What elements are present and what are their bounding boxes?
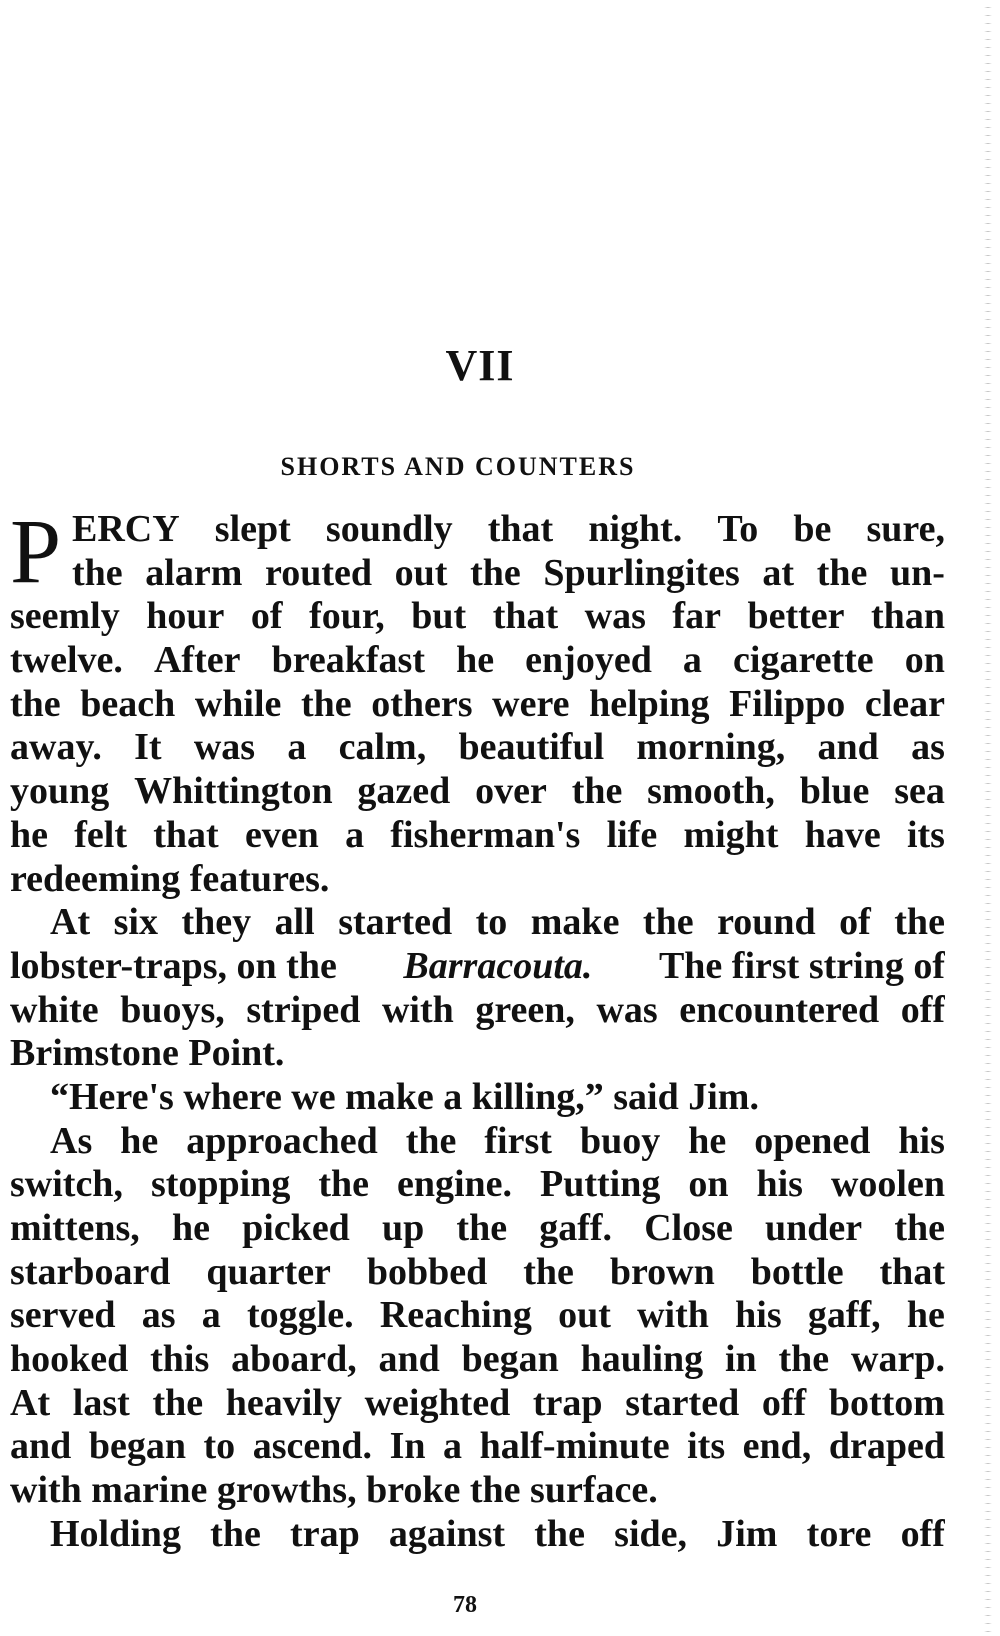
- page-number: 78: [453, 1592, 477, 1618]
- text-line: with marine growths, broke the surface.: [10, 1469, 658, 1512]
- chapter-number: VII: [445, 341, 515, 390]
- word: un-: [889, 551, 945, 594]
- word: on: [688, 1163, 729, 1206]
- word: fisherman's: [390, 813, 581, 856]
- word: began: [88, 1425, 186, 1468]
- word: morning,: [636, 726, 786, 769]
- word: At: [50, 901, 91, 944]
- text-line: [10, 1207, 945, 1251]
- word: the: [10, 682, 61, 725]
- word: young: [10, 770, 110, 813]
- word: mittens,: [10, 1207, 140, 1249]
- word: routed: [265, 551, 372, 594]
- word: last: [72, 1381, 130, 1424]
- word: others: [371, 682, 473, 725]
- word: twelve.: [10, 639, 123, 682]
- word: he: [120, 1119, 159, 1162]
- word: the: [301, 682, 352, 725]
- word: felt: [74, 813, 127, 856]
- word: as: [141, 1294, 176, 1337]
- word: the: [405, 1119, 457, 1162]
- word: out: [558, 1294, 611, 1337]
- word: beautiful: [458, 726, 605, 769]
- word: To: [717, 508, 759, 550]
- word: to: [475, 901, 508, 944]
- word: be: [793, 508, 832, 550]
- word: green,: [475, 988, 575, 1031]
- text-line: [10, 945, 945, 989]
- word: on: [904, 639, 945, 682]
- word: end,: [742, 1425, 812, 1468]
- boat-name: Barracouta.: [403, 944, 593, 987]
- body-text: [10, 508, 945, 1557]
- word: the: [318, 1163, 369, 1206]
- word: hauling: [580, 1338, 704, 1381]
- text-line: [10, 1425, 945, 1469]
- word: encountered: [679, 988, 880, 1031]
- word: the: [210, 1512, 261, 1555]
- text-line: [10, 508, 945, 552]
- word: a: [201, 1294, 221, 1337]
- word: breakfast: [271, 639, 425, 682]
- word: stopping: [150, 1163, 291, 1206]
- word: the: [894, 901, 945, 944]
- word: side,: [614, 1512, 688, 1555]
- text-line: [10, 1294, 945, 1338]
- word: this: [150, 1338, 210, 1381]
- word: opened: [754, 1119, 871, 1162]
- word: clear: [864, 682, 945, 725]
- word: weighted: [364, 1381, 511, 1424]
- word: off: [761, 1381, 807, 1424]
- word: helping: [589, 682, 710, 725]
- word: and: [378, 1338, 440, 1381]
- word: the: [152, 1381, 204, 1424]
- word: tore: [806, 1512, 872, 1555]
- word: Whittington: [134, 770, 333, 813]
- word: Close: [644, 1207, 733, 1249]
- word: the: [778, 1338, 830, 1381]
- word: his: [735, 1294, 782, 1337]
- word: with: [637, 1294, 709, 1337]
- word: started: [338, 901, 453, 944]
- word: a: [345, 813, 365, 856]
- text-line: Brimstone Point.: [10, 1032, 285, 1075]
- word: better: [747, 595, 845, 638]
- text-line: [10, 770, 945, 814]
- word: aboard,: [231, 1338, 357, 1381]
- word: approached: [186, 1119, 378, 1162]
- text-line: [10, 989, 945, 1033]
- word: over: [475, 770, 547, 813]
- word: but: [411, 595, 467, 638]
- word: have: [804, 813, 881, 856]
- word: buoys,: [120, 988, 225, 1031]
- word: calm,: [338, 726, 427, 769]
- word: all: [274, 901, 315, 944]
- word: alarm: [145, 551, 243, 594]
- text-line: [10, 1338, 945, 1382]
- word: off: [900, 1512, 945, 1555]
- text-line: [10, 639, 945, 683]
- word: gazed: [357, 770, 451, 813]
- word: switch,: [10, 1163, 123, 1206]
- word: Filippo: [729, 682, 846, 725]
- word: trap: [290, 1512, 360, 1555]
- word: they: [181, 901, 252, 944]
- word: might: [683, 813, 779, 856]
- text-line: “Here's where we make a killing,” said Jim.: [50, 1075, 759, 1118]
- word: a: [287, 726, 307, 769]
- word: the: [894, 1207, 945, 1249]
- word: that: [487, 508, 554, 550]
- word: he: [171, 1207, 210, 1249]
- word: was: [193, 726, 256, 769]
- word: At: [10, 1381, 51, 1424]
- word: brown: [609, 1250, 715, 1293]
- word: hooked: [10, 1338, 129, 1381]
- text-line: [10, 814, 945, 858]
- word: the: [816, 551, 868, 594]
- word: gaff.: [539, 1207, 613, 1249]
- word: the: [470, 551, 521, 594]
- word: half-minute: [479, 1425, 670, 1468]
- word: After: [153, 639, 241, 682]
- text-line: [10, 726, 945, 770]
- word: he: [906, 1294, 945, 1337]
- word: out: [394, 551, 448, 594]
- word: his: [756, 1163, 803, 1206]
- word: enjoyed: [525, 639, 652, 682]
- word: a: [682, 639, 702, 682]
- word: hour: [146, 595, 225, 638]
- word: started: [625, 1381, 740, 1424]
- word: ascend.: [252, 1425, 373, 1468]
- word: were: [492, 682, 570, 725]
- word: smooth,: [647, 770, 775, 813]
- word: blue: [799, 770, 870, 813]
- word: the: [571, 770, 623, 813]
- word: It: [134, 726, 162, 769]
- text-line: [10, 1251, 945, 1295]
- word: quarter: [206, 1250, 331, 1293]
- word: bobbed: [366, 1250, 488, 1293]
- word: white: [10, 988, 99, 1031]
- word: gaff,: [807, 1294, 881, 1337]
- word: while: [194, 682, 282, 725]
- word: its: [687, 1425, 726, 1468]
- text-line: [10, 1163, 945, 1207]
- word: make: [530, 901, 620, 944]
- word: that: [153, 813, 219, 856]
- word: round: [717, 901, 816, 944]
- word: In: [389, 1425, 426, 1468]
- word: engine.: [396, 1163, 513, 1206]
- word: a: [443, 1425, 463, 1468]
- word: first: [484, 1119, 552, 1162]
- word: even: [244, 813, 319, 856]
- word: of: [839, 901, 871, 944]
- word: his: [898, 1119, 945, 1162]
- word: buoy: [579, 1119, 661, 1162]
- text-line: [10, 1513, 945, 1557]
- word: he: [10, 813, 48, 856]
- word: Reaching: [379, 1294, 532, 1337]
- word: toggle.: [247, 1294, 354, 1337]
- word: with: [381, 988, 454, 1031]
- word: draped: [828, 1425, 945, 1468]
- word: bottom: [828, 1381, 945, 1424]
- word: and: [817, 726, 879, 769]
- word: Spurlingites: [543, 551, 740, 594]
- word: soundly: [325, 508, 453, 550]
- word: than: [871, 595, 945, 638]
- word: served: [10, 1294, 116, 1337]
- word: was: [584, 595, 646, 638]
- scan-edge-artifact: [976, 0, 1000, 1636]
- word: Jim: [716, 1512, 778, 1555]
- word: away.: [10, 726, 102, 769]
- word: seemly: [10, 595, 120, 638]
- word: starboard: [10, 1250, 171, 1293]
- word: as: [911, 726, 945, 769]
- word: beach: [80, 682, 176, 725]
- word: night.: [588, 508, 683, 550]
- text-line: [10, 552, 945, 596]
- word: cigarette: [733, 639, 874, 682]
- word: against: [388, 1512, 506, 1555]
- word: to: [203, 1425, 236, 1468]
- text-line: [10, 901, 945, 945]
- word: heavily: [225, 1381, 342, 1424]
- word: of: [250, 595, 283, 638]
- word: Holding: [50, 1512, 181, 1555]
- word: four,: [309, 595, 385, 638]
- word: picked: [242, 1207, 350, 1249]
- word: bottle: [750, 1250, 844, 1293]
- word: in: [724, 1338, 757, 1381]
- word: off: [900, 988, 945, 1031]
- word: Putting: [540, 1163, 661, 1206]
- drop-cap: P: [10, 500, 62, 602]
- word: was: [596, 988, 658, 1031]
- word: up: [381, 1207, 425, 1249]
- text-line: redeeming features.: [10, 857, 330, 900]
- word: at: [762, 551, 795, 594]
- word: the: [456, 1207, 508, 1249]
- chapter-title: SHORTS AND COUNTERS: [280, 452, 636, 481]
- word: its: [906, 813, 945, 856]
- word: trap: [532, 1381, 603, 1424]
- word: warp.: [851, 1338, 945, 1381]
- word: began: [461, 1338, 559, 1381]
- word: woolen: [830, 1163, 945, 1206]
- word: the: [72, 551, 123, 594]
- word: six: [113, 901, 158, 944]
- text-segment: The first string of: [658, 944, 945, 987]
- word: that: [492, 595, 559, 638]
- word: slept: [214, 508, 291, 550]
- word: the: [642, 901, 694, 944]
- text-line: [10, 1382, 945, 1426]
- word: sea: [894, 770, 945, 813]
- word: far: [672, 595, 721, 638]
- word: the: [534, 1512, 585, 1555]
- word: striped: [246, 988, 361, 1031]
- word: As: [50, 1119, 93, 1162]
- word: he: [456, 639, 495, 682]
- word: life: [606, 813, 658, 856]
- word: he: [688, 1119, 727, 1162]
- text-line: [10, 1120, 945, 1164]
- word: and: [10, 1425, 72, 1468]
- word: under: [765, 1207, 863, 1249]
- word: ERCY: [72, 508, 180, 550]
- word: the: [523, 1250, 574, 1293]
- text-segment: lobster-traps, on the: [10, 944, 337, 987]
- text-line: [10, 683, 945, 727]
- word: sure,: [866, 508, 945, 550]
- word: that: [879, 1250, 945, 1293]
- text-line: [10, 595, 945, 639]
